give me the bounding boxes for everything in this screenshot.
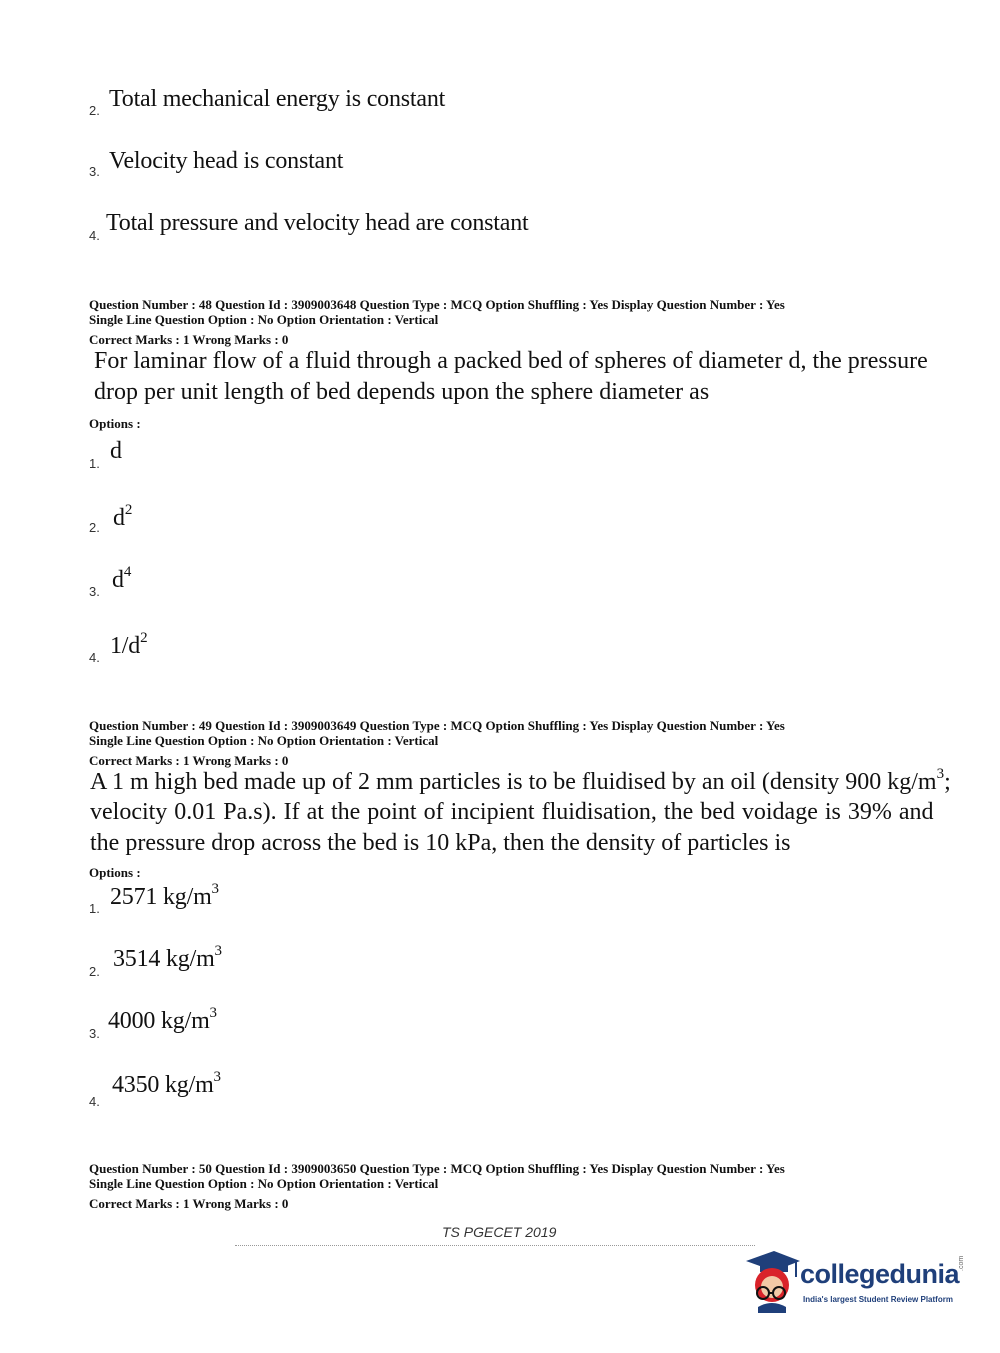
option-number: 4. [89,1094,100,1109]
options-label: Options : [89,865,141,880]
option-number: 2. [89,103,100,118]
question-meta-line2: Single Line Question Option : No Option Orientation : Vertical [89,733,439,748]
collegedunia-logo [740,1247,970,1319]
brand-suffix: .com [958,1255,965,1271]
question-text-line1: For laminar flow of a fluid through a packed bed of spheres of diameter d, the pressure [94,348,928,374]
question-text-line3: the pressure drop across the bed is 10 kPa, then the density of particles is [90,830,791,856]
option-number: 2. [89,964,100,979]
question-meta-line2: Single Line Question Option : No Option Orientation : Vertical [89,1176,439,1191]
mascot-icon [740,1247,802,1313]
option-text: d [110,438,122,464]
option-number: 4. [89,228,100,243]
option-number: 1. [89,456,100,471]
option-number: 1. [89,901,100,916]
option-text: 3514 $kg/m^3$ [113,943,222,972]
option-text: Total mechanical energy is constant [109,86,446,112]
question-marks: Correct Marks : 1 Wrong Marks : 0 [89,753,289,768]
question-meta-line1: Question Number : 48 Question Id : 3909003648 Question Type : MCQ Option Shuffling : Yes Display Question Number : Yes [89,297,785,312]
option-text: $1/d^2$ [110,630,148,659]
brand-name: collegedunia [800,1259,960,1289]
option-text: $d^4$ [112,564,132,593]
option-text: 2571 $kg/m^3$ [110,881,219,910]
option-text: 4000 $kg/m^3$ [108,1005,217,1034]
footer-divider [235,1245,755,1246]
question-meta-line1: Question Number : 50 Question Id : 3909003650 Question Type : MCQ Option Shuffling : Yes Display Question Number : Yes [89,1161,785,1176]
question-marks: Correct Marks : 1 Wrong Marks : 0 [89,1196,289,1211]
question-text-line2: velocity 0.01 Pa.s). If at the point of incipient fluidisation, the bed voidage is 39% and [90,799,934,825]
question-text-line1: A 1 m high bed made up of 2 mm particles is to be fluidised by an oil (density 900 $kg/m^3$; [90,766,951,795]
option-text: 4350 $kg/m^3$ [112,1069,221,1098]
question-meta-line2: Single Line Question Option : No Option Orientation : Vertical [89,312,439,327]
option-number: 3. [89,584,100,599]
option-text: Velocity head is constant [109,148,344,174]
options-label: Options : [89,416,141,431]
option-text: $d^2$ [113,502,133,531]
footer-exam-title: TS PGECET 2019 [442,1224,557,1240]
option-number: 3. [89,1026,100,1041]
option-number: 4. [89,650,100,665]
question-marks: Correct Marks : 1 Wrong Marks : 0 [89,332,289,347]
option-number: 3. [89,164,100,179]
option-number: 2. [89,520,100,535]
option-text: Total pressure and velocity head are constant [106,210,529,236]
brand-tagline: India's largest Student Review Platform [803,1295,953,1304]
question-meta-line1: Question Number : 49 Question Id : 3909003649 Question Type : MCQ Option Shuffling : Yes Display Question Number : Yes [89,718,785,733]
question-text-line2: drop per unit length of bed depends upon the sphere diameter as [94,379,710,405]
